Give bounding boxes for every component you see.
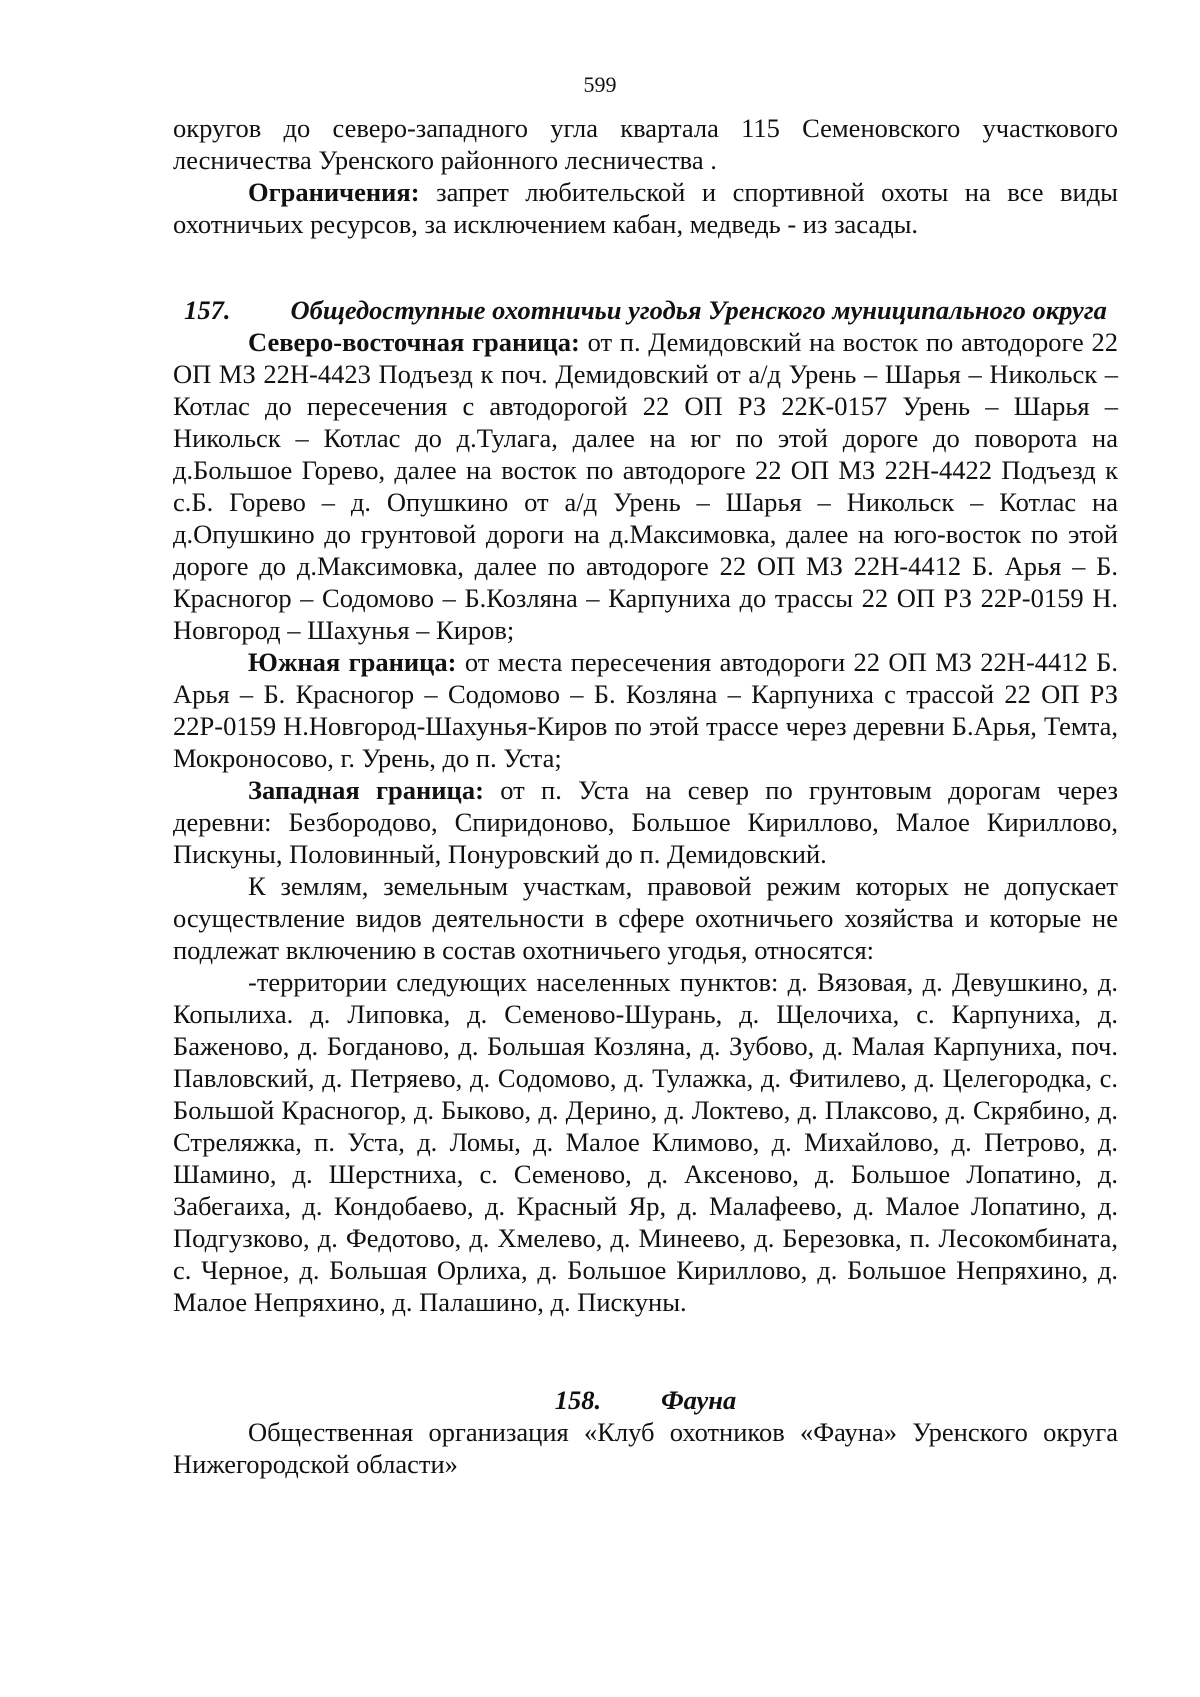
section-157-heading xyxy=(173,294,1118,326)
northeast-border-label: Северо-восточная граница: xyxy=(248,327,580,357)
page-number: 599 xyxy=(583,72,617,97)
west-border-text: от п. Уста на север по грунтовым дорогам через деревни: Безбородово, Спиридоново, Большое Кириллово, Малое Кириллово, Пискуны, Половинный, Понуровский до п. Демидовский. xyxy=(173,775,1119,869)
section-157-number: 157. xyxy=(184,295,231,325)
west-border-paragraph xyxy=(173,774,1118,870)
south-border-label: Южная граница: xyxy=(248,647,457,677)
section-158-number: 158. xyxy=(554,1385,602,1415)
northeast-border-text: от п. Демидовский на восток по автодороге 22 ОП МЗ 22Н-4423 Подъезд к поч. Демидовский от а/д Урень – Шарья – Никольск – Котлас до пересечения с автодорогой 22 ОП РЗ 22К-0157 Урень – Шарья – Никольск – Котлас до д.Тулага, далее на юг по этой дороге до поворота на д.Большое Горево, далее на восток по автодороге 22 ОП МЗ 22Н-4422 Подъезд к с.Б. Горево – д. Опушкино от а/д Урень – Шарья – Никольск – Котлас на д.Опушкино до грунтовой дороги на д.Максимовка, далее на юго-восток по этой дороге до д.Максимовка, далее по автодороге 22 ОП МЗ 22Н-4412 Б. Арья – Б. Красногор – Содомово – Б.Козляна – Карпуниха до трассы 22 ОП РЗ 22Р-0159 Н. Новгород – Шахунья – Киров; xyxy=(173,327,1119,645)
restrictions-paragraph xyxy=(173,176,1118,240)
south-border-paragraph xyxy=(173,646,1118,774)
northeast-border-paragraph xyxy=(173,326,1118,646)
intro-continuation: округов до северо-западного угла квартала 115 Семеновского участкового лесничества Уренского районного лесничества . xyxy=(173,113,1118,175)
document-body xyxy=(173,0,1118,1480)
section-158-text: Общественная организация «Клуб охотников «Фауна» Уренского округа Нижегородской области» xyxy=(173,1417,1118,1479)
restrictions-label: Ограничения: xyxy=(248,177,420,207)
restrictions-text: запрет любительской и спортивной охоты на все виды охотничьих ресурсов, за исключением кабан, медведь - из засады. xyxy=(173,177,1118,239)
territories-paragraph: -территории следующих населенных пунктов: д. Вязовая, д. Девушкино, д. Копылиха. д. Липовка, д. Семеново-Шурань, д. Щелочиха, с. Карпуниха, д. Баженово, д. Богданово, д. Большая Козляна, д. Зубово, д. Малая Карпуниха, поч. Павловский, д. Петряево, д. Содомово, д. Тулажка, д. Фитилево, д. Целегородка, с. Большой Красногор, д. Быково, д. Дерино, д. Локтево, д. Плаксово, д. Скрябино, д. Стреляжка, п. Уста, д. Ломы, д. Малое Климово, д. Михайлово, д. Петрово, д. Шамино, д. Шерстниха, с. Семеново, д. Аксеново, д. Большое Лопатино, д. Забегаиха, д. Кондобаево, д. Красный Яр, д. Малафеево, д. Малое Лопатино, д. Подгузково, д. Федотово, д. Хмелево, д. Минеево, д. Березовка, п. Лесокомбината, с. Черное, д. Большая Орлиха, д. Большое Кириллово, д. Большое Непряхино, д. Малое Непряхино, д. Палашино, д. Пискуны. xyxy=(173,967,1118,1317)
section-158-heading xyxy=(173,1384,1118,1416)
lands-paragraph: К землям, земельным участкам, правовой режим которых не допускает осуществление видов деятельности в сфере охотничьего хозяйства и которые не подлежат включению в состав охотничьего угодья, относятся: xyxy=(173,871,1118,965)
west-border-label: Западная граница: xyxy=(248,775,484,805)
south-border-text: от места пересечения автодороги 22 ОП МЗ 22Н-4412 Б. Арья – Б. Красногор – Содомово – Б. Козляна – Карпуниха с трассой 22 ОП РЗ 22Р-0159 Н.Новгород-Шахунья-Киров по этой трассе через деревни Б.Арья, Темта, Мокроносово, г. Урень, до п. Уста; xyxy=(173,647,1118,773)
section-158-title: Фауна xyxy=(661,1385,737,1415)
section-157-title: Общедоступные охотничьи угодья Уренского муниципального округа xyxy=(290,295,1107,325)
